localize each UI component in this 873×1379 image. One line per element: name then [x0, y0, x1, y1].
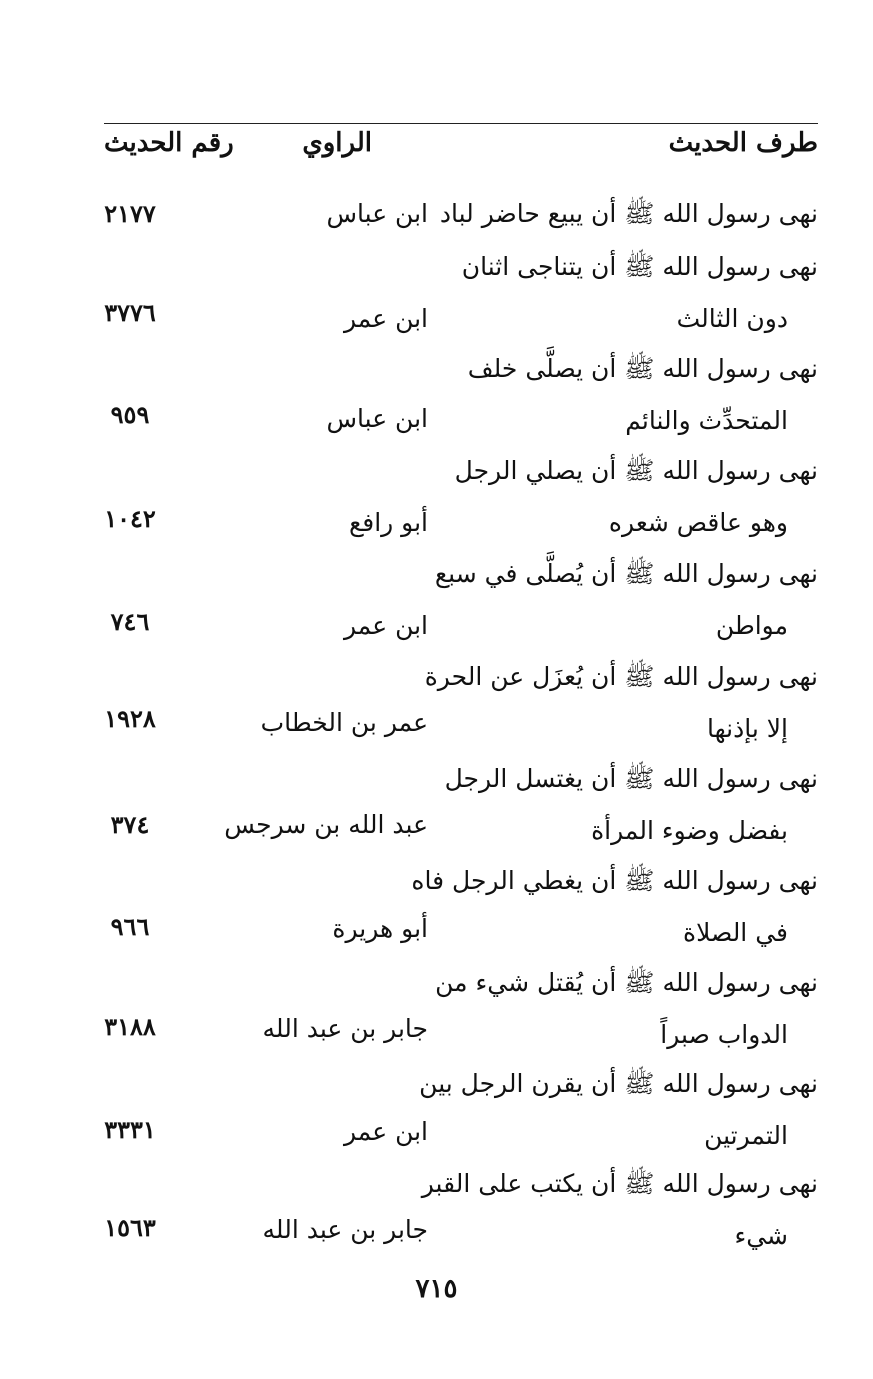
list-item — [90, 445, 818, 549]
hadith-number: ٣٣٣١ — [104, 1115, 156, 1144]
hadith-text-line2: إلا بإذنها — [707, 714, 788, 743]
hadith-text-line2: مواطن — [715, 611, 788, 640]
list-item — [90, 855, 818, 959]
header-rule — [104, 123, 818, 124]
hadith-text-line2: التمرتين — [704, 1121, 788, 1150]
list-item — [90, 651, 818, 755]
hadith-text-line2: في الصلاة — [683, 918, 788, 947]
hadith-text-line1: نهى رسول الله ﷺ أن يُعزَل عن الحرة — [424, 662, 818, 691]
list-item — [90, 188, 818, 240]
hadith-number: ٩٦٦ — [110, 912, 150, 941]
narrator: ابن عمر — [343, 304, 428, 333]
hadith-text-line1: نهى رسول الله ﷺ أن يقرن الرجل بين — [419, 1069, 818, 1098]
hadith-text-line1: نهى رسول الله ﷺ أن يكتب على القبر — [421, 1169, 818, 1198]
hadith-text-line1: نهى رسول الله ﷺ أن يصلي الرجل — [454, 456, 818, 485]
narrator: عبد الله بن سرجس — [224, 810, 428, 839]
hadith-number: ١٥٦٣ — [104, 1213, 156, 1242]
hadith-text-line2: وهو عاقص شعره — [608, 508, 788, 537]
hadith-number: ٣٧٧٦ — [104, 298, 156, 327]
hadith-text-line2: المتحدِّث والنائم — [625, 406, 788, 435]
narrator: جابر بن عبد الله — [262, 1014, 428, 1043]
hadith-number: ٧٤٦ — [110, 607, 150, 636]
list-item — [90, 753, 818, 857]
header-hadith-text: طرف الحديث — [668, 128, 818, 158]
narrator: أبو رافع — [348, 508, 428, 537]
hadith-text-line2: دون الثالث — [676, 304, 788, 333]
header-narrator: الراوي — [302, 128, 372, 158]
list-item — [90, 1158, 818, 1262]
hadith-text-line1: نهى رسول الله ﷺ أن يغتسل الرجل — [444, 764, 818, 793]
narrator: أبو هريرة — [332, 914, 428, 943]
narrator: ابن عباس — [326, 199, 428, 228]
list-item — [90, 1058, 818, 1162]
list-item — [90, 957, 818, 1061]
hadith-number: ٩٥٩ — [110, 400, 150, 429]
hadith-text-line1: نهى رسول الله ﷺ أن يُصلَّى في سبع — [434, 559, 818, 588]
list-item — [90, 548, 818, 652]
narrator: عمر بن الخطاب — [260, 708, 428, 737]
hadith-number: ٣١٨٨ — [104, 1012, 156, 1041]
hadith-text-line1: نهى رسول الله ﷺ أن يغطي الرجل فاه — [411, 866, 818, 895]
narrator: جابر بن عبد الله — [262, 1215, 428, 1244]
hadith-text-line1: نهى رسول الله ﷺ أن يُقتل شيء من — [435, 968, 818, 997]
hadith-text-line1: نهى رسول الله ﷺ أن يصلَّى خلف — [467, 354, 818, 383]
hadith-text-line1: نهى رسول الله ﷺ أن يتناجى اثنان — [461, 252, 818, 281]
list-item — [90, 343, 818, 447]
hadith-number: ٣٧٤ — [110, 810, 150, 839]
hadith-number: ١٠٤٢ — [104, 504, 156, 533]
narrator: ابن عمر — [343, 1117, 428, 1146]
hadith-text-line1: نهى رسول الله ﷺ أن يبيع حاضر لباد — [439, 199, 818, 228]
table-header — [104, 128, 818, 168]
narrator: ابن عباس — [326, 404, 428, 433]
hadith-text-line2: الدواب صبراً — [660, 1020, 788, 1049]
list-item — [90, 241, 818, 345]
narrator: ابن عمر — [343, 611, 428, 640]
page-number: ٧١٥ — [415, 1274, 458, 1304]
hadith-number: ١٩٢٨ — [104, 704, 156, 733]
hadith-text-line2: شيء — [734, 1221, 788, 1250]
header-hadith-number: رقم الحديث — [104, 128, 234, 158]
hadith-number: ٢١٧٧ — [104, 199, 156, 228]
hadith-text-line2: بفضل وضوء المرأة — [591, 816, 788, 845]
